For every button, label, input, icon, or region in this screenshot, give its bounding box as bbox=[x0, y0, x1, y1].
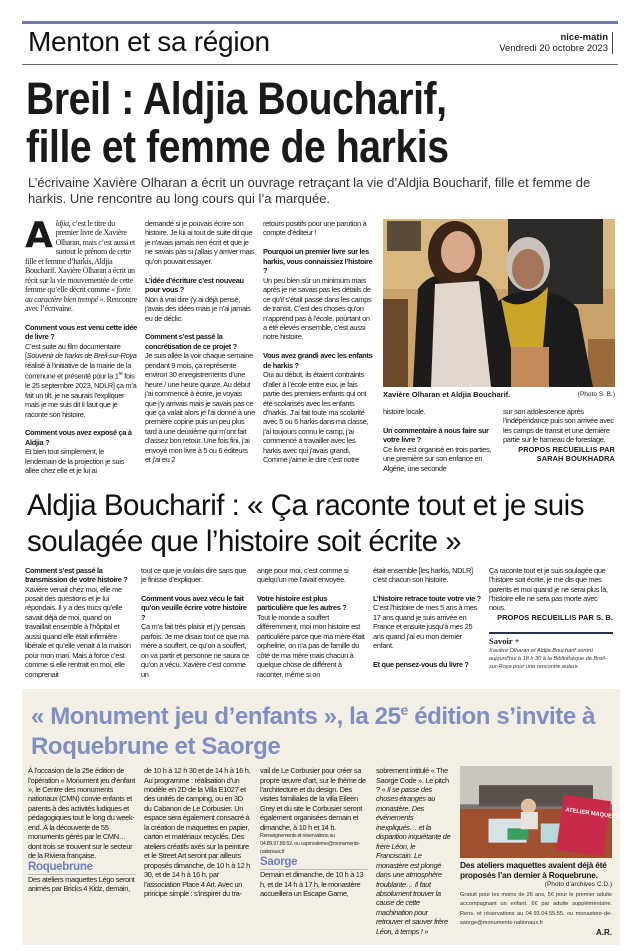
article3-headline bbox=[22, 695, 612, 762]
signature: SARAH BOUKHADRA bbox=[536, 454, 615, 464]
photo-caption: Des ateliers maquettes avaient déjà été proposés l’an dernier à Roquebrune. bbox=[460, 860, 607, 881]
paragraph: ange pour moi, c’est comme si quelqu’un me l’avait envoyée. bbox=[257, 565, 349, 585]
signature: PROPOS RECUEILLIS PAR S. B. bbox=[497, 612, 613, 622]
masthead bbox=[499, 32, 613, 54]
article1-column-2 bbox=[145, 219, 255, 465]
practical-info: Gratuit pour les moins de 26 ans, 5€ pour le premier adulte accompagnant un enfant. 6€ par adulte supplémentaire. Rens. et réservations au 04.93.04.55.55. ou monastere-de-saorge@monuments-nationaux.fr bbox=[460, 892, 612, 926]
paragraph: À l’occasion de la 25e édition de l’opération « Monument jeu d’enfant », le Centre des monuments nationaux (CMN) convie enfants et parents à des activités ludiques et pédagogiques tout le long du week-end. À la découverte de 55 monuments gérés par le CMN… dont trois se trouvent sur le secteur de la Riviera française. bbox=[28, 766, 136, 861]
photo-credit: (Photo S. B.) bbox=[577, 391, 615, 398]
question: Comment s’est passé la transmission de votre histoire ? bbox=[25, 565, 128, 585]
article2-column-5-wrap bbox=[489, 566, 613, 672]
article3-column-2 bbox=[144, 766, 252, 898]
article3-column-1 bbox=[28, 766, 136, 893]
article1-column-1 bbox=[25, 215, 137, 476]
headline-text: « Monument jeu d’enfants », la 25 bbox=[31, 703, 401, 731]
photo-credit: (Photo d’archives C.D.) bbox=[544, 881, 612, 889]
article2-body bbox=[22, 566, 618, 679]
article2-column-1 bbox=[25, 566, 133, 679]
article2-headline: Aldjia Boucharif : « Ça raconte tout et je suis soulagée que l’histoire soit écrite » bbox=[27, 488, 584, 558]
article1-body bbox=[22, 215, 618, 476]
article3-body bbox=[22, 766, 623, 937]
subheading: Roquebrune bbox=[28, 861, 136, 875]
question: Comment vous avez vécu le fait qu’on veuille écrire votre histoire ? bbox=[141, 594, 247, 622]
paragraph: était ensemble [les harkis, NDLR] c’est chacun son histoire. bbox=[373, 565, 473, 585]
question: L’histoire retrace toute votre vie ? bbox=[373, 594, 481, 604]
question: Votre histoire est plus particulière que les autres ? bbox=[257, 594, 347, 613]
paragraph: de 10 h à 12 h 30 et de 14 h à 16 h. Au programme : réalisation d’un modèle en 2D de la Villa E1027 et des unités de camping, ou en 3D du Cabanon de Le Corbusier. Un espace sera également consacré à la création de maquettes en papier, carton et matériaux recyclés. Des ateliers créatifs axés sur la peinture et le Street Art seront par ailleurs proposés dimanche, de 10 h à 12 h 30, et de 14 h à 16 h, par l’association Place 4 Art. Avec un principe simple : s’inspirer du tra- bbox=[144, 766, 251, 898]
paragraph: Xavière venait chez moi, elle me posait des questions et je lui répondais. Il y a des trucs qu’elle savait déjà de moi, quand on travaillait ensemble à l’hôpital et aussi quand elle était infirmière libérale et qu’elle venait à la maison pour mon mari. Mais à force c’est comme si elle rentrait en moi, elle comprenait bbox=[25, 584, 131, 679]
italic-text: Souvenir de harkis de Breil-sur-Roya bbox=[26, 351, 137, 361]
italic-text: Il se passe des choses étranges au monastère. Des événements inexpliqués… et la disparition inquiétante de frère Léon, le Franciscain. Le monastère est plongé dans une atmosphère troublante… Il faut absolument trouver la cause de cette machination pour retrouver et sauver frère Léon, à temps ! » bbox=[376, 785, 451, 936]
paragraph: Des ateliers maquettes Légo seront animés par Bricks 4 Kidz, demain, bbox=[28, 874, 135, 894]
italic-text: ldjia bbox=[55, 219, 69, 228]
headline-line: Breil : Aldjia Boucharif, bbox=[26, 73, 447, 124]
question: Un commentaire à nous faire sur votre livre ? bbox=[383, 425, 489, 445]
question: Comment vous avez exposé ça à Aldjia ? bbox=[25, 428, 132, 447]
article1-lead: L’écrivaine Xavière Olharan a écrit un ouvrage retraçant la vie d’Aldjia Boucharif, fille et femme de harkis. Une rencontre au long cours qui l’a marquée. bbox=[28, 175, 591, 206]
paragraph: Oui au début, ils étaient contraints d’aller à l’école entre eux, je fais partie des premiers enfants qui ont été scolarisés avec les enfants d’harkis. J’ai fait toute ma scolarité avec 5 ou 6 harkis dans ma classe, j’ai toujours connu le camp, j’ai commencé à travailler avec les harkis avec qui j’avais grandi. Comme j’aime le dire c’est notre bbox=[263, 370, 369, 465]
paragraph: Demain et dimanche, de 10 h à 13 h, et de 14 h à 17 h, le monastère accueillera un Escape Game, bbox=[260, 870, 364, 899]
question: Pourquoi un premier livre sur les harkis, vous connaissiez l’histoire ? bbox=[263, 247, 373, 276]
portrait-photo bbox=[383, 219, 615, 387]
article3-box bbox=[22, 689, 623, 945]
article2-column-5 bbox=[489, 566, 613, 623]
paragraph: Un peu bien sûr un minimum mais après je ne savais pas les détails de ce qu’il s’était passé dans les camps de transit. C’est des choses qu’on n’apprend pas à l’école, pourtant on a été élevés ensemble, c’est aussi notre histoire. bbox=[263, 275, 372, 342]
paragraph: Je suis allée la voir chaque semaine pendant 9 mois, ça représente environ 30 enregistrements d’une heure / une heure quinze. Au début j’ai commencé à écrire, je voyais que j’y arrivais mais je savais pas ce que ça valait alors je l’ai donné à une première copine puis un peu plus tard à une deuxième qui m’ont fait d’assez bon retour. Une fois fini, j’ai envoyé mon livre à 5 ou 6 éditeurs et j’ai eu 2 bbox=[145, 351, 255, 465]
headline-text: édition s’invite à Roquebrune et Saorge bbox=[31, 703, 596, 761]
article3-column-4 bbox=[376, 766, 452, 936]
ordinal-suffix: e bbox=[400, 702, 408, 719]
article2-column-2 bbox=[141, 566, 249, 679]
italic-text: « forte au caractère bien trempé » bbox=[25, 285, 131, 304]
article2-column-4 bbox=[373, 566, 481, 670]
paragraph: Ça m’a fait très plaisir et j’y pensais parfois. Je me disais tout ce que ma mère a souffert, ce qu’on a souffert, on va partir et personne ne saura ce qu’on a vécu. Xavière c’est comme un bbox=[141, 622, 249, 679]
paragraph: Ça raconte tout et je suis soulagée que l’histoire soit écrite, je me dis que mes parents et moi quand je ne serai plus là, l’histoire elle ne sera pas morte avec nous. bbox=[489, 565, 608, 613]
drop-cap: A bbox=[25, 215, 53, 256]
savoir-title: Savoir + bbox=[489, 636, 520, 647]
paragraph: sobrement intitulé « The Saorge Code ». Le pitch ? « Il se passe des choses étranges au monastère. Des événements inexpliqués… et la disparition inquiétante de frère Léon, le Franciscain. Le monastère est plongé dans une atmosphère troublante… Il faut absolument trouver la cause de cette machination pour retrouver et sauver frère Léon, à temps ! » bbox=[376, 766, 451, 936]
question: Comment s’est passé la concrétisation de ce projet ? bbox=[145, 332, 237, 351]
paragraph: retours positifs pour une parution à compte d’éditeur ! bbox=[263, 219, 367, 238]
superscript: re bbox=[118, 371, 123, 378]
paragraph: Et bien tout simplement, le lendemain de la projection je suis allée chez elle et je lui ai bbox=[25, 447, 125, 476]
issue-date: Vendredi 20 octobre 2023 bbox=[499, 43, 608, 54]
savoir-divider bbox=[489, 632, 613, 634]
article1-under-photo bbox=[383, 407, 615, 473]
headline-line: fille et femme de harkis bbox=[26, 121, 449, 172]
paragraph: Tout le monde a souffert différemment, moi mon histoire est particulière parce que ma mère était orpheline, on n’a pas de famille du côté de ma mère mais chacun à quelque chose de différent à raconter, même si on bbox=[257, 612, 365, 679]
photo-caption bbox=[383, 390, 615, 401]
question: Vous avez grandi avec les enfants de harkis ? bbox=[263, 351, 373, 370]
question: Et que pensez-vous du livre ? bbox=[373, 660, 469, 670]
brand-name: nice-matin bbox=[560, 32, 608, 43]
workshop-photo bbox=[460, 766, 623, 858]
article1-headline-wrap bbox=[22, 75, 618, 175]
article2-column-3 bbox=[257, 566, 365, 679]
article1-headline bbox=[26, 75, 449, 171]
paragraph: C’est suite au film documentaire [Souvenir de harkis de Breil-sur-Roya réalisé à l’initiative de la mairie de la commune et présenté pour la 1re fois le 25 septembre 2023, NDLR] ça m’a fait un tilt, je ne saurais l’expliquer mais je me suis dit il faut que je raconte son histoire. bbox=[25, 341, 137, 419]
paragraph: vail de Le Corbusier pour créer sa propre œuvre d’art, sur le thème de l’architecture et du design. Des visites familiales de la villa Eileen Grey et du site le Corbusier seront également organisées demain et dimanche, à 10 h et 14 h. bbox=[260, 766, 366, 832]
article3-right bbox=[460, 766, 623, 937]
paragraph: Ce livre est organisé en trois parties, une première sur son enfance en Algérie, une seconde bbox=[383, 444, 492, 473]
header bbox=[22, 24, 618, 65]
paragraph: tout ce que je voulais dire sans que je finisse d’expliquer. bbox=[141, 565, 247, 585]
paragraph: sur son adolescence après l’indépendance puis son arrivée avec les camps de transit et une dernière partie sur le hameau de forestage. bbox=[503, 407, 614, 445]
info-note: Renseignements et réservations au 04.89.97.89.52. ou capmoderne@monuments-nationaux.fr bbox=[260, 833, 360, 856]
question: Comment vous est venu cette idée de livre ? bbox=[25, 322, 137, 342]
article1-column-4 bbox=[383, 407, 495, 473]
subheading: Saorge bbox=[260, 856, 368, 870]
paragraph: C’est l’histoire de mes 5 ans à mes 17 ans quand je suis arrivée en France et ensuite jusqu’à mes 25 ans quand j’ai eu mon dernier enfant. bbox=[373, 603, 478, 651]
section-title: Menton et sa région bbox=[28, 26, 270, 57]
savoir-text: Xavière Olharan et Aldjia Boucharif seront aujourd’hui à 18 h 30 à la Bibliothèque de Breil-sur-Roya pour une rencontre auteur. bbox=[489, 647, 607, 671]
article1-column-5 bbox=[503, 407, 615, 464]
article1-right bbox=[383, 219, 615, 473]
article1-column-3 bbox=[263, 219, 375, 465]
paragraph: histoire locale. bbox=[383, 407, 426, 416]
intro-paragraph: Aldjia, c’est le titre du premier livre de Xavière Olharan, mais c’est aussi et surtout le prénom de cette fille et femme d’harkis, Aldjia Boucharif. Xavière Olharan a écrit un récit sur la vie mouvementée de cette femme qu’elle décrit comme « forte au caractère bien trempé ». Rencontre avec l’écrivaine. bbox=[25, 215, 137, 314]
paragraph: Non à vrai dire j’y ai déjà pensé, j’avais des idées mais je n’ai jamais eu de déclic. bbox=[145, 294, 251, 323]
caption-text: Xavière Olharan et Aldjia Boucharif. bbox=[383, 390, 511, 399]
article3-column-3 bbox=[260, 766, 368, 899]
article3-signature: A.R. bbox=[596, 927, 612, 937]
atelier-sign: ATELIER MAQUETTE bbox=[565, 807, 623, 822]
question: L’idée d’écriture c’est nouveau pour vous ? bbox=[145, 275, 244, 295]
paragraph: demandé si je pouvais écrire son histoire. Je lui ai tout de suite dit que je n’avais jamais rien écrit et que je ne savais pas si j’allais y arriver mais qu’on pouvait essayer. bbox=[145, 219, 255, 266]
signature: PROPOS RECUEILLIS PAR bbox=[518, 444, 615, 454]
